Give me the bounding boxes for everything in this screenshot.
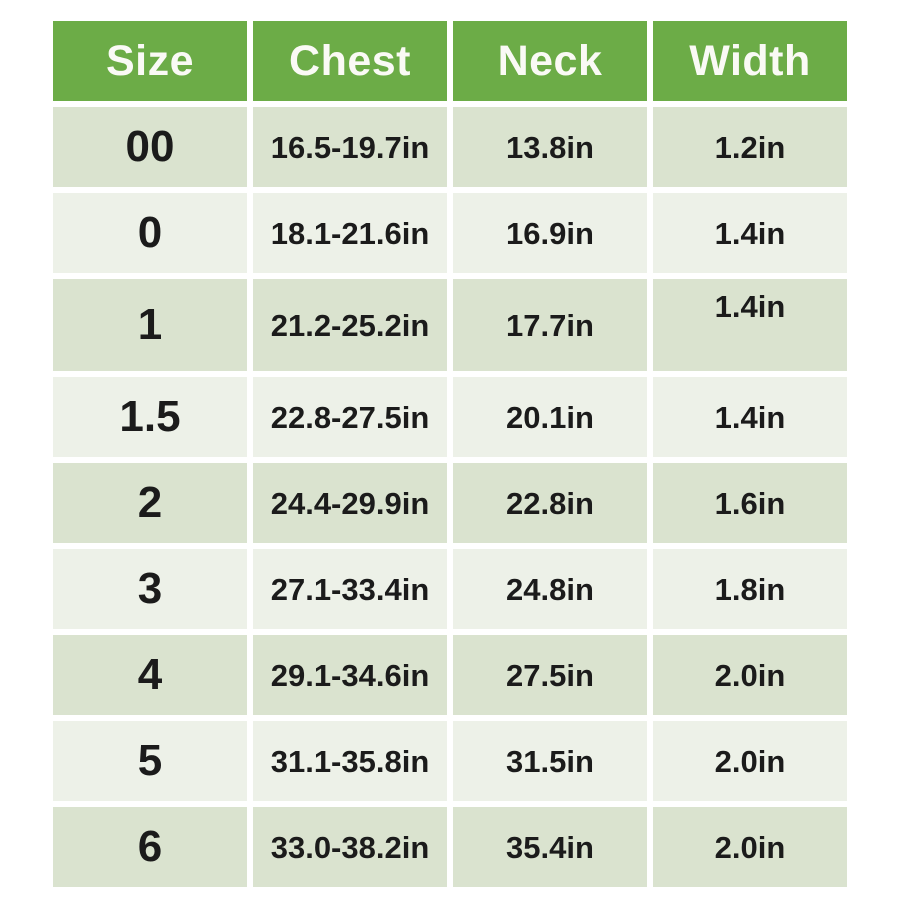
table-row	[53, 807, 847, 887]
neck-cell: 17.7in	[453, 279, 647, 371]
col-header-width: Width	[653, 21, 847, 101]
size-cell: 2	[53, 463, 247, 543]
chest-cell: 29.1-34.6in	[253, 635, 447, 715]
col-header-chest: Chest	[253, 21, 447, 101]
neck-cell: 13.8in	[453, 107, 647, 187]
table-row	[53, 193, 847, 273]
width-cell: 1.6in	[653, 463, 847, 543]
size-cell: 0	[53, 193, 247, 273]
size-chart	[47, 15, 853, 893]
neck-cell: 24.8in	[453, 549, 647, 629]
table-row	[53, 463, 847, 543]
size-cell: 4	[53, 635, 247, 715]
chest-cell: 33.0-38.2in	[253, 807, 447, 887]
chest-cell: 31.1-35.8in	[253, 721, 447, 801]
table-row	[53, 107, 847, 187]
width-cell: 1.2in	[653, 107, 847, 187]
neck-cell: 22.8in	[453, 463, 647, 543]
width-cell: 1.4in	[653, 193, 847, 273]
table-row	[53, 377, 847, 457]
chest-cell: 21.2-25.2in	[253, 279, 447, 371]
width-cell: 2.0in	[653, 807, 847, 887]
col-header-neck: Neck	[453, 21, 647, 101]
chest-cell: 16.5-19.7in	[253, 107, 447, 187]
size-cell: 5	[53, 721, 247, 801]
col-header-size: Size	[53, 21, 247, 101]
neck-cell: 20.1in	[453, 377, 647, 457]
neck-cell: 27.5in	[453, 635, 647, 715]
table-row	[53, 549, 847, 629]
size-cell: 1.5	[53, 377, 247, 457]
neck-cell: 16.9in	[453, 193, 647, 273]
size-cell: 6	[53, 807, 247, 887]
width-cell: 2.0in	[653, 721, 847, 801]
table-row	[53, 721, 847, 801]
size-cell: 1	[53, 279, 247, 371]
chest-cell: 18.1-21.6in	[253, 193, 447, 273]
neck-cell: 31.5in	[453, 721, 647, 801]
neck-cell: 35.4in	[453, 807, 647, 887]
size-chart-table	[47, 15, 853, 893]
table-row	[53, 279, 847, 371]
chest-cell: 22.8-27.5in	[253, 377, 447, 457]
size-cell: 00	[53, 107, 247, 187]
size-cell: 3	[53, 549, 247, 629]
width-cell: 1.8in	[653, 549, 847, 629]
width-cell: 1.4in	[653, 279, 847, 371]
width-cell: 2.0in	[653, 635, 847, 715]
chest-cell: 27.1-33.4in	[253, 549, 447, 629]
chest-cell: 24.4-29.9in	[253, 463, 447, 543]
header-row	[53, 21, 847, 101]
table-row	[53, 635, 847, 715]
width-cell: 1.4in	[653, 377, 847, 457]
